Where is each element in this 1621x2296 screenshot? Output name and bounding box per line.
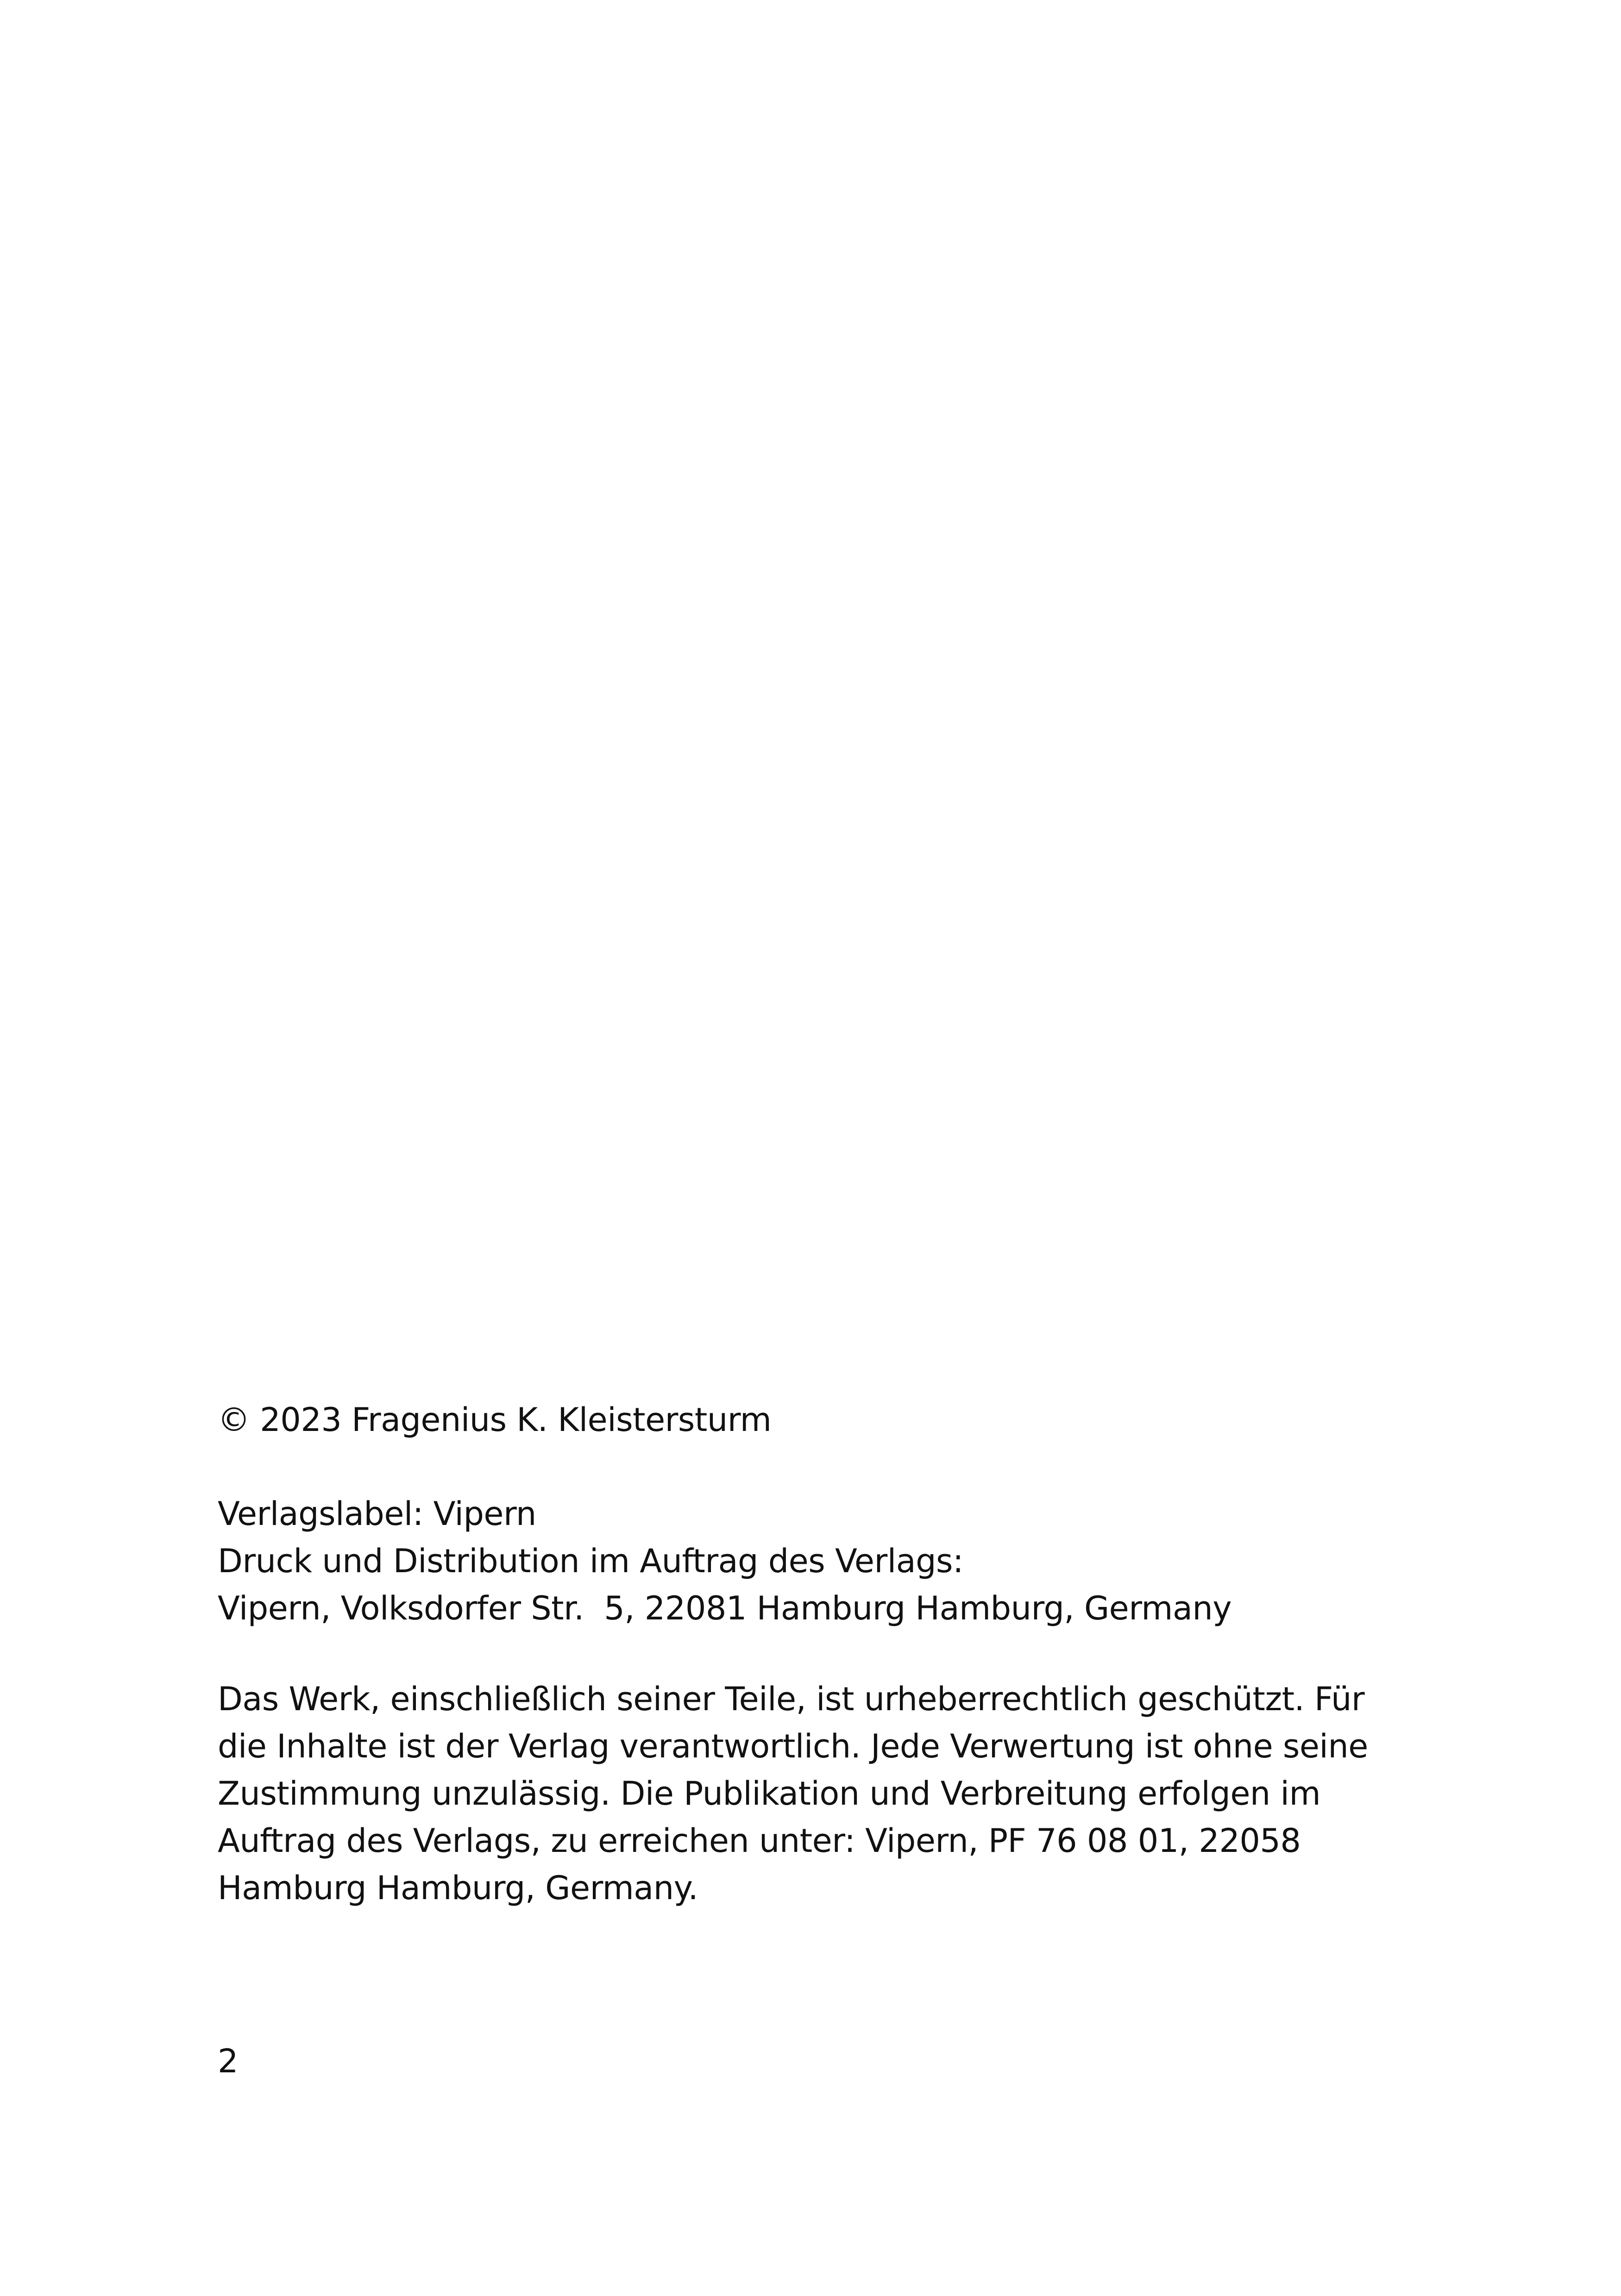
legal-line-5: Hamburg Hamburg, Germany. — [218, 1869, 698, 1907]
copyright-line: © 2023 Fragenius K. Kleistersturm — [218, 1401, 772, 1439]
legal-line-4: Auftrag des Verlags, zu erreichen unter: Vipern, PF 76 08 01, 22058 — [218, 1822, 1301, 1860]
page-number: 2 — [218, 2042, 239, 2080]
copyright-notice — [218, 1396, 1413, 1443]
legal-line-2: die Inhalte ist der Verlag verantwortlich. Jede Verwertung ist ohne seine — [218, 1727, 1368, 1765]
imprint-address-line: Vipern, Volksdorfer Str. 5, 22081 Hamburg Hamburg, Germany — [218, 1589, 1232, 1627]
imprint-distribution-line: Druck und Distribution im Auftrag des Verlags: — [218, 1542, 964, 1580]
imprint-label-line: Verlagslabel: Vipern — [218, 1495, 536, 1533]
legal-line-3: Zustimmung unzulässig. Die Publikation und Verbreitung erfolgen im — [218, 1775, 1321, 1813]
legal-notice — [218, 1675, 1413, 1912]
legal-line-1: Das Werk, einschließlich seiner Teile, ist urheberrechtlich geschützt. Für — [218, 1680, 1365, 1718]
publisher-imprint — [218, 1490, 1413, 1632]
